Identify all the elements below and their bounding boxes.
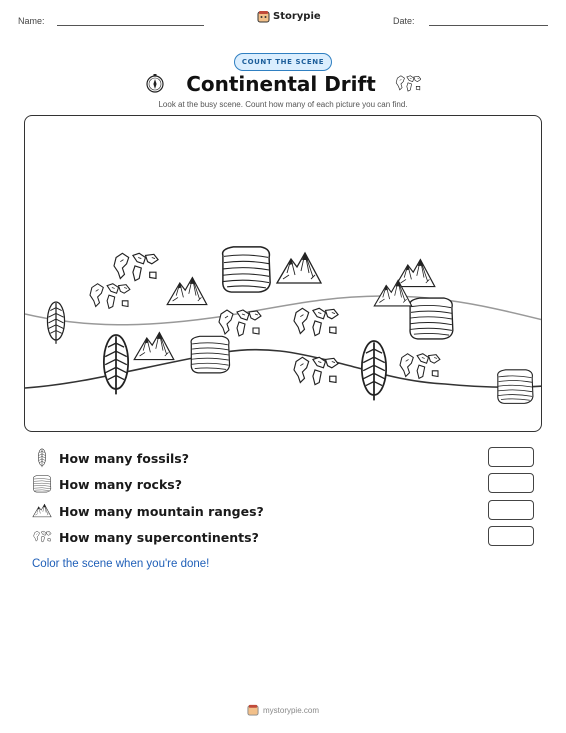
count-scene — [24, 115, 542, 432]
date-label: Date: — [393, 16, 415, 26]
activity-badge: COUNT THE SCENE — [234, 53, 332, 71]
far-ridge-line — [25, 296, 542, 325]
question-row — [32, 526, 536, 548]
name-label: Name: — [18, 16, 45, 26]
supercontinent-item — [294, 357, 338, 384]
supercontinent-item — [90, 284, 130, 309]
mountain-range-item — [167, 278, 207, 305]
question-row — [32, 500, 536, 522]
scene-illustration — [25, 116, 542, 432]
rock-item — [223, 247, 271, 292]
rock-icon — [32, 474, 52, 494]
supercontinent-item — [294, 308, 338, 335]
storypie-icon — [247, 704, 259, 716]
answer-box[interactable] — [488, 500, 534, 520]
supercontinent-icon — [32, 527, 52, 547]
brand-name: Storypie — [273, 11, 321, 22]
mountain-range-item — [395, 260, 435, 287]
question-text: How many fossils? — [59, 450, 189, 466]
mountain-range-item — [134, 333, 174, 360]
question-row — [32, 473, 536, 495]
answer-box[interactable] — [488, 447, 534, 467]
instructions: Look at the busy scene. Count how many of each picture you can find. — [158, 100, 408, 109]
supercontinent-item — [400, 354, 440, 379]
question-text: How many supercontinents? — [59, 529, 259, 545]
page-title — [0, 72, 566, 96]
rock-item — [191, 336, 229, 373]
coloring-note: Color the scene when you're done! — [32, 558, 210, 570]
brand-logo — [257, 10, 321, 23]
rock-item — [498, 370, 533, 404]
fossil-item — [104, 335, 128, 394]
answer-box[interactable] — [488, 526, 534, 546]
fossil-item — [362, 341, 386, 400]
name-field[interactable] — [57, 25, 204, 26]
mountain-range-item — [277, 253, 321, 283]
question-text: How many rocks? — [59, 476, 182, 492]
rock-item — [410, 298, 453, 339]
footer-url[interactable]: mystorypie.com — [262, 705, 319, 715]
storypie-icon — [257, 10, 270, 23]
answer-box[interactable] — [488, 473, 534, 493]
world-map-icon — [395, 74, 421, 94]
mountain-range-icon — [32, 501, 52, 521]
fossil-item — [47, 302, 64, 344]
date-field[interactable] — [429, 25, 548, 26]
fossil-icon — [32, 448, 52, 468]
footer — [0, 704, 566, 716]
supercontinent-item — [219, 310, 261, 336]
near-ridge-line — [25, 350, 542, 388]
compass-icon — [145, 74, 165, 94]
question-row — [32, 447, 536, 469]
supercontinent-item — [114, 253, 158, 280]
title-text: Continental Drift — [186, 72, 376, 96]
question-text: How many mountain ranges? — [59, 503, 264, 519]
